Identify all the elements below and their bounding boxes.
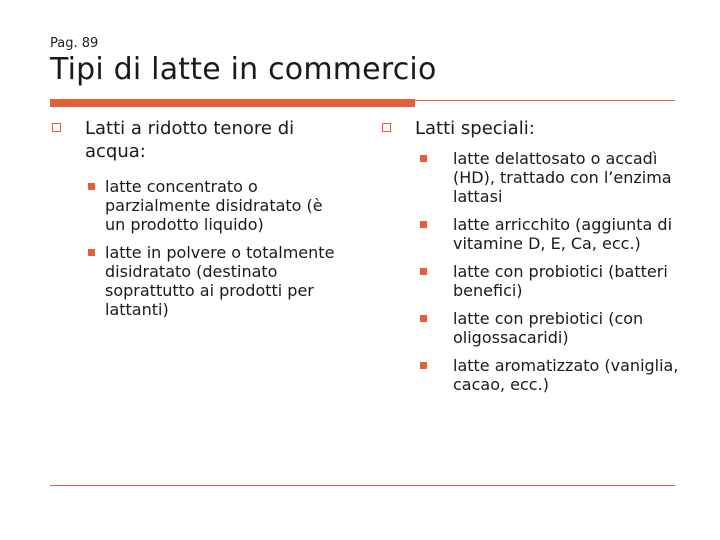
list-item [420, 149, 682, 206]
hollow-square-bullet-icon [52, 123, 61, 132]
square-bullet-icon [420, 362, 427, 369]
square-bullet-icon [420, 155, 427, 162]
list-item [420, 309, 682, 347]
left-heading: Latti a ridotto tenore di acqua: [85, 118, 295, 162]
square-bullet-icon [420, 268, 427, 275]
right-sub-list [382, 149, 682, 394]
list-item [420, 215, 682, 253]
left-column [52, 117, 342, 328]
title-underline-accent [50, 99, 415, 107]
list-item-text: latte delattosato o accadì (HD), trattado con l’enzima lattasi [453, 149, 672, 206]
slide-title: Tipi di latte in commercio [50, 52, 437, 87]
right-column [382, 117, 682, 403]
square-bullet-icon [88, 249, 95, 256]
page-number: Pag. 89 [50, 36, 99, 51]
right-heading-item [382, 117, 682, 140]
list-item [88, 177, 342, 234]
left-heading-item [52, 117, 342, 163]
footer-divider [50, 485, 675, 486]
list-item-text: latte aromatizzato (vaniglia, cacao, ecc.) [453, 356, 679, 394]
right-heading: Latti speciali: [415, 118, 535, 139]
square-bullet-icon [420, 221, 427, 228]
list-item-text: latte in polvere o totalmente disidratato (destinato soprattutto ai prodotti per lattanti) [105, 243, 335, 319]
hollow-square-bullet-icon [382, 123, 391, 132]
list-item [420, 356, 682, 394]
left-sub-list [52, 177, 342, 319]
list-item [420, 262, 682, 300]
square-bullet-icon [88, 183, 95, 190]
list-item-text: latte con prebiotici (con oligossacaridi) [453, 309, 644, 347]
list-item-text: latte con probiotici (batteri benefici) [453, 262, 668, 300]
square-bullet-icon [420, 315, 427, 322]
list-item [88, 243, 342, 319]
list-item-text: latte arricchito (aggiunta di vitamine D, E, Ca, ecc.) [453, 215, 673, 253]
list-item-text: latte concentrato o parzialmente disidratato (è un prodotto liquido) [105, 177, 323, 234]
